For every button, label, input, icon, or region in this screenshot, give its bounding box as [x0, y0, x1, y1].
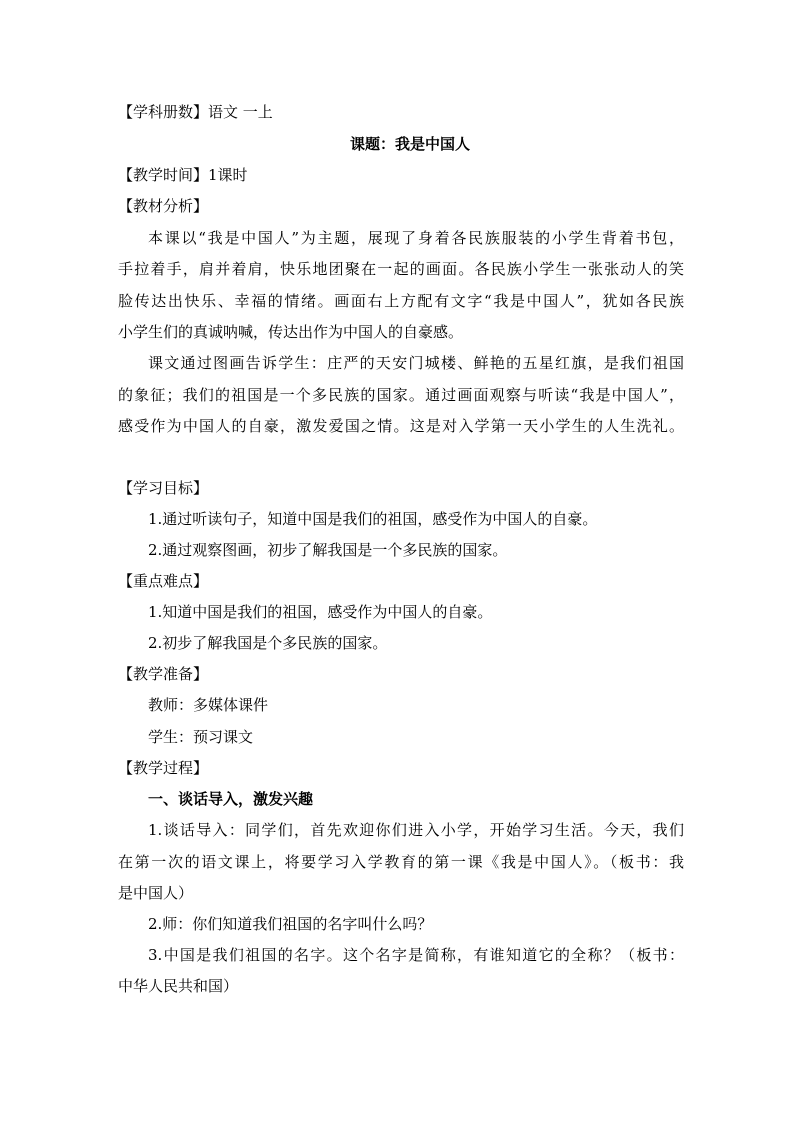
- analysis-p2-line-1: 课文通过图画告诉学生：庄严的天安门城楼、鲜艳的五星红旗，是我们祖国: [148, 354, 684, 372]
- process-heading: 【教学过程】: [118, 759, 209, 777]
- preparation-heading: 【教学准备】: [118, 665, 209, 683]
- preparation-student: 学生：预习课文: [148, 728, 254, 746]
- analysis-p1-line-2: 手拉着手，肩并着肩，快乐地团聚在一起的画面。各民族小学生一张张动人的笑: [118, 260, 684, 278]
- process-step1-line-3: 是中国人）: [118, 884, 194, 902]
- learning-goal-item: 1.通过听读句子，知道中国是我们的祖国，感受作为中国人的自豪。: [148, 510, 598, 528]
- learning-goal-item: 2.通过观察图画，初步了解我国是一个多民族的国家。: [148, 541, 508, 559]
- process-step3-line-1: 3.中国是我们祖国的名字。这个名字是简称，有谁知道它的全称？（板书：: [148, 946, 684, 964]
- process-step2: 2.师：你们知道我们祖国的名字叫什么吗？: [148, 915, 433, 933]
- analysis-p1-line-4: 小学生们的真诚呐喊，传达出作为中国人的自豪感。: [118, 323, 464, 341]
- learning-goals-heading: 【学习目标】: [118, 479, 209, 497]
- preparation-teacher: 教师：多媒体课件: [148, 696, 269, 714]
- material-analysis-heading: 【教材分析】: [118, 197, 209, 215]
- process-step1-line-2: 在第一次的语文课上，将要学习入学教育的第一课《我是中国人》。（板书：我: [118, 853, 684, 871]
- lesson-title: 课题：我是中国人: [350, 135, 471, 153]
- analysis-p1-line-1: 本课以“我是中国人”为主题，展现了身着各民族服装的小学生背着书包，: [148, 229, 684, 247]
- process-section-title: 一、谈话导入，激发兴趣: [148, 790, 314, 808]
- teaching-time-line: 【教学时间】1课时: [118, 166, 248, 184]
- key-points-heading: 【重点难点】: [118, 572, 209, 590]
- process-step3-line-2: 中华人民共和国）: [118, 977, 239, 995]
- analysis-p2-line-2: 的象征；我们的祖国是一个多民族的国家。通过画面观察与听读“我是中国人”，: [118, 386, 684, 404]
- key-point-item: 2.初步了解我国是个多民族的国家。: [148, 634, 388, 652]
- subject-volume-line: 【学科册数】语文 一上: [118, 103, 273, 121]
- process-step1-line-1: 1.谈话导入：同学们，首先欢迎你们进入小学，开始学习生活。今天，我们: [148, 821, 684, 839]
- analysis-p1-line-3: 脸传达出快乐、幸福的情绪。画面右上方配有文字“我是中国人”，犹如各民族: [118, 292, 684, 310]
- analysis-p2-line-3: 感受作为中国人的自豪，激发爱国之情。这是对入学第一天小学生的人生洗礼。: [118, 417, 684, 435]
- key-point-item: 1.知道中国是我们的祖国，感受作为中国人的自豪。: [148, 603, 493, 621]
